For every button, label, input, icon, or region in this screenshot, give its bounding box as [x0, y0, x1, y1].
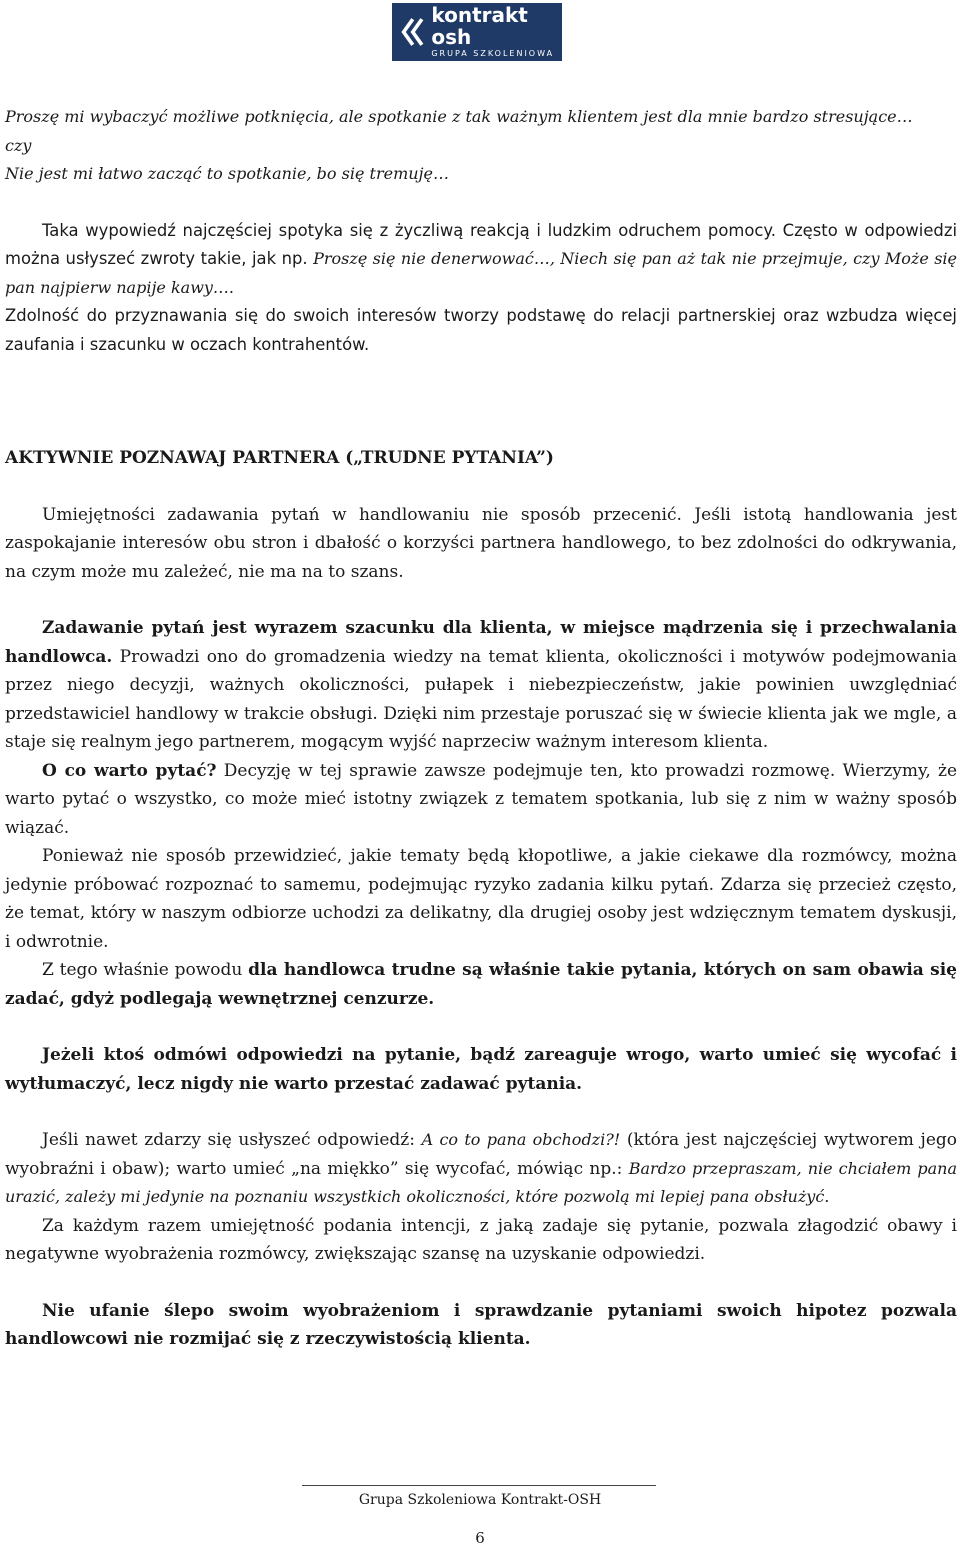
company-logo: [392, 3, 562, 61]
footer-divider: [302, 1485, 656, 1486]
paragraph-what-to-ask: O co warto pytać? Decyzję w tej sprawie zawsze podejmuje ten, kto prowadzi rozmowę. Wierzymy, że warto pytać o wszystko, co może mieć istotny związek z tematem spotkania, lub się z nim w ważny sposób wiązać.: [5, 760, 958, 838]
paragraph-intentions: Za każdym razem umiejętność podania intencji, z jaką zadaje się pytanie, pozwala złagodzić obawy i negatywne wyobrażenia rozmówcy, zwiększając szansę na uzyskanie odpowiedzi.: [5, 1215, 957, 1264]
logo-sub-text: GRUPA SZKOLENIOWA: [431, 49, 555, 58]
footer-company: Grupa Szkoleniowa Kontrakt-OSH: [358, 1492, 602, 1508]
quote-line-3: Nie jest mi łatwo zacząć to spotkanie, bo się tremuję…: [5, 164, 449, 183]
paragraph-respect: Zadawanie pytań jest wyrazem szacunku dla klienta, w miejsce mądrzenia się i przechwalania handlowca. Prowadzi ono do gromadzenia wiedzy na temat klienta, okoliczności i motywów podejmowania przez niego decyzji, ważnych okoliczności, pułapek i niebezpieczeństw, jakie powinien uwzględniać przedstawiciel handlowy w trakcie obsługi. Dzięki nim przestaje poruszać się w świecie klienta jak we mgle, a staje się realnym jego partnerem, mogącym wyjść naprzeciw ważnym interesom klienta.: [5, 618, 957, 752]
quote-line-1: Proszę mi wybaczyć możliwe potknięcia, ale spotkanie z tak ważnym klientem jest dla mnie bardzo stresujące…: [5, 107, 913, 126]
paragraph-censorship: Z tego właśnie powodu dla handlowca trudne są właśnie takie pytania, których on sam obawia się zadać, gdyż podlegają wewnętrznej cenzurze.: [5, 960, 957, 1009]
paragraph-unpredictable: Ponieważ nie sposób przewidzieć, jakie tematy będą kłopotliwe, a jakie ciekawe dla rozmówcy, można jedynie próbować rozpoznać to samemu, podejmując ryzyko zadania kilku pytań. Zdarza się przecież często, że temat, który w naszym odbiorze uchodzi za delikatny, dla drugiej osoby jest wdzięcznym tematem dyskusji, i odwrotnie.: [5, 846, 957, 952]
paragraph-reaction: Taka wypowiedź najczęściej spotyka się z życzliwą reakcją i ludzkim odruchem pomocy. Często w odpowiedzi można usłyszeć zwroty takie, jak np. Proszę się nie denerwować…, Niech się pan aż tak nie przejmuje, czy Może się pan najpierw napije kawy….: [5, 220, 957, 297]
quote-line-2: czy: [5, 135, 32, 155]
paragraph-questions-skill: Umiejętności zadawania pytań w handlowaniu nie sposób przecenić. Jeśli istotą handlowania jest zaspokajanie interesów obu stron i dbałość o korzyści partnera handlowego, to bez zdolności do odkrywania, na czym może mu zależeć, nie ma na to szans.: [5, 504, 957, 582]
chevron-logo-icon: [400, 12, 427, 52]
section-heading: AKTYWNIE POZNAWAJ PARTNERA („TRUDNE PYTANIA”): [5, 448, 554, 468]
document-body: [5, 103, 957, 1354]
paragraph-hypotheses: Nie ufanie ślepo swoim wyobrażeniom i sprawdzanie pytaniami swoich hipotez pozwala handlowcowi nie rozmijać się z rzeczywistością klienta.: [5, 1300, 957, 1349]
paragraph-ability: Zdolność do przyznawania się do swoich interesów tworzy podstawę do relacji partnerskiej oraz wzbudza więcej zaufania i szacunku w oczach kontrahentów.: [5, 306, 957, 354]
paragraph-refusal: Jeżeli ktoś odmówi odpowiedzi na pytanie, bądź zareaguje wrogo, warto umieć się wycofać i wytłumaczyć, lecz nigdy nie warto przestać zadawać pytania.: [5, 1045, 957, 1094]
page-number: 6: [475, 1529, 485, 1547]
logo-main-text: kontrakt osh: [431, 3, 528, 49]
paragraph-hostile-answer: Jeśli nawet zdarzy się usłyszeć odpowiedź: A co to pana obchodzi?! (która jest najczęściej wytworem jego wyobraźni i obaw); warto umieć „na miękko” się wycofać, mówiąc np.: Bardzo przepraszam, nie chciałem pana urazić, zależy mi jedynie na poznaniu wszystkich okoliczności, które pozwolą mi lepiej pana obsłużyć.: [5, 1130, 957, 1206]
